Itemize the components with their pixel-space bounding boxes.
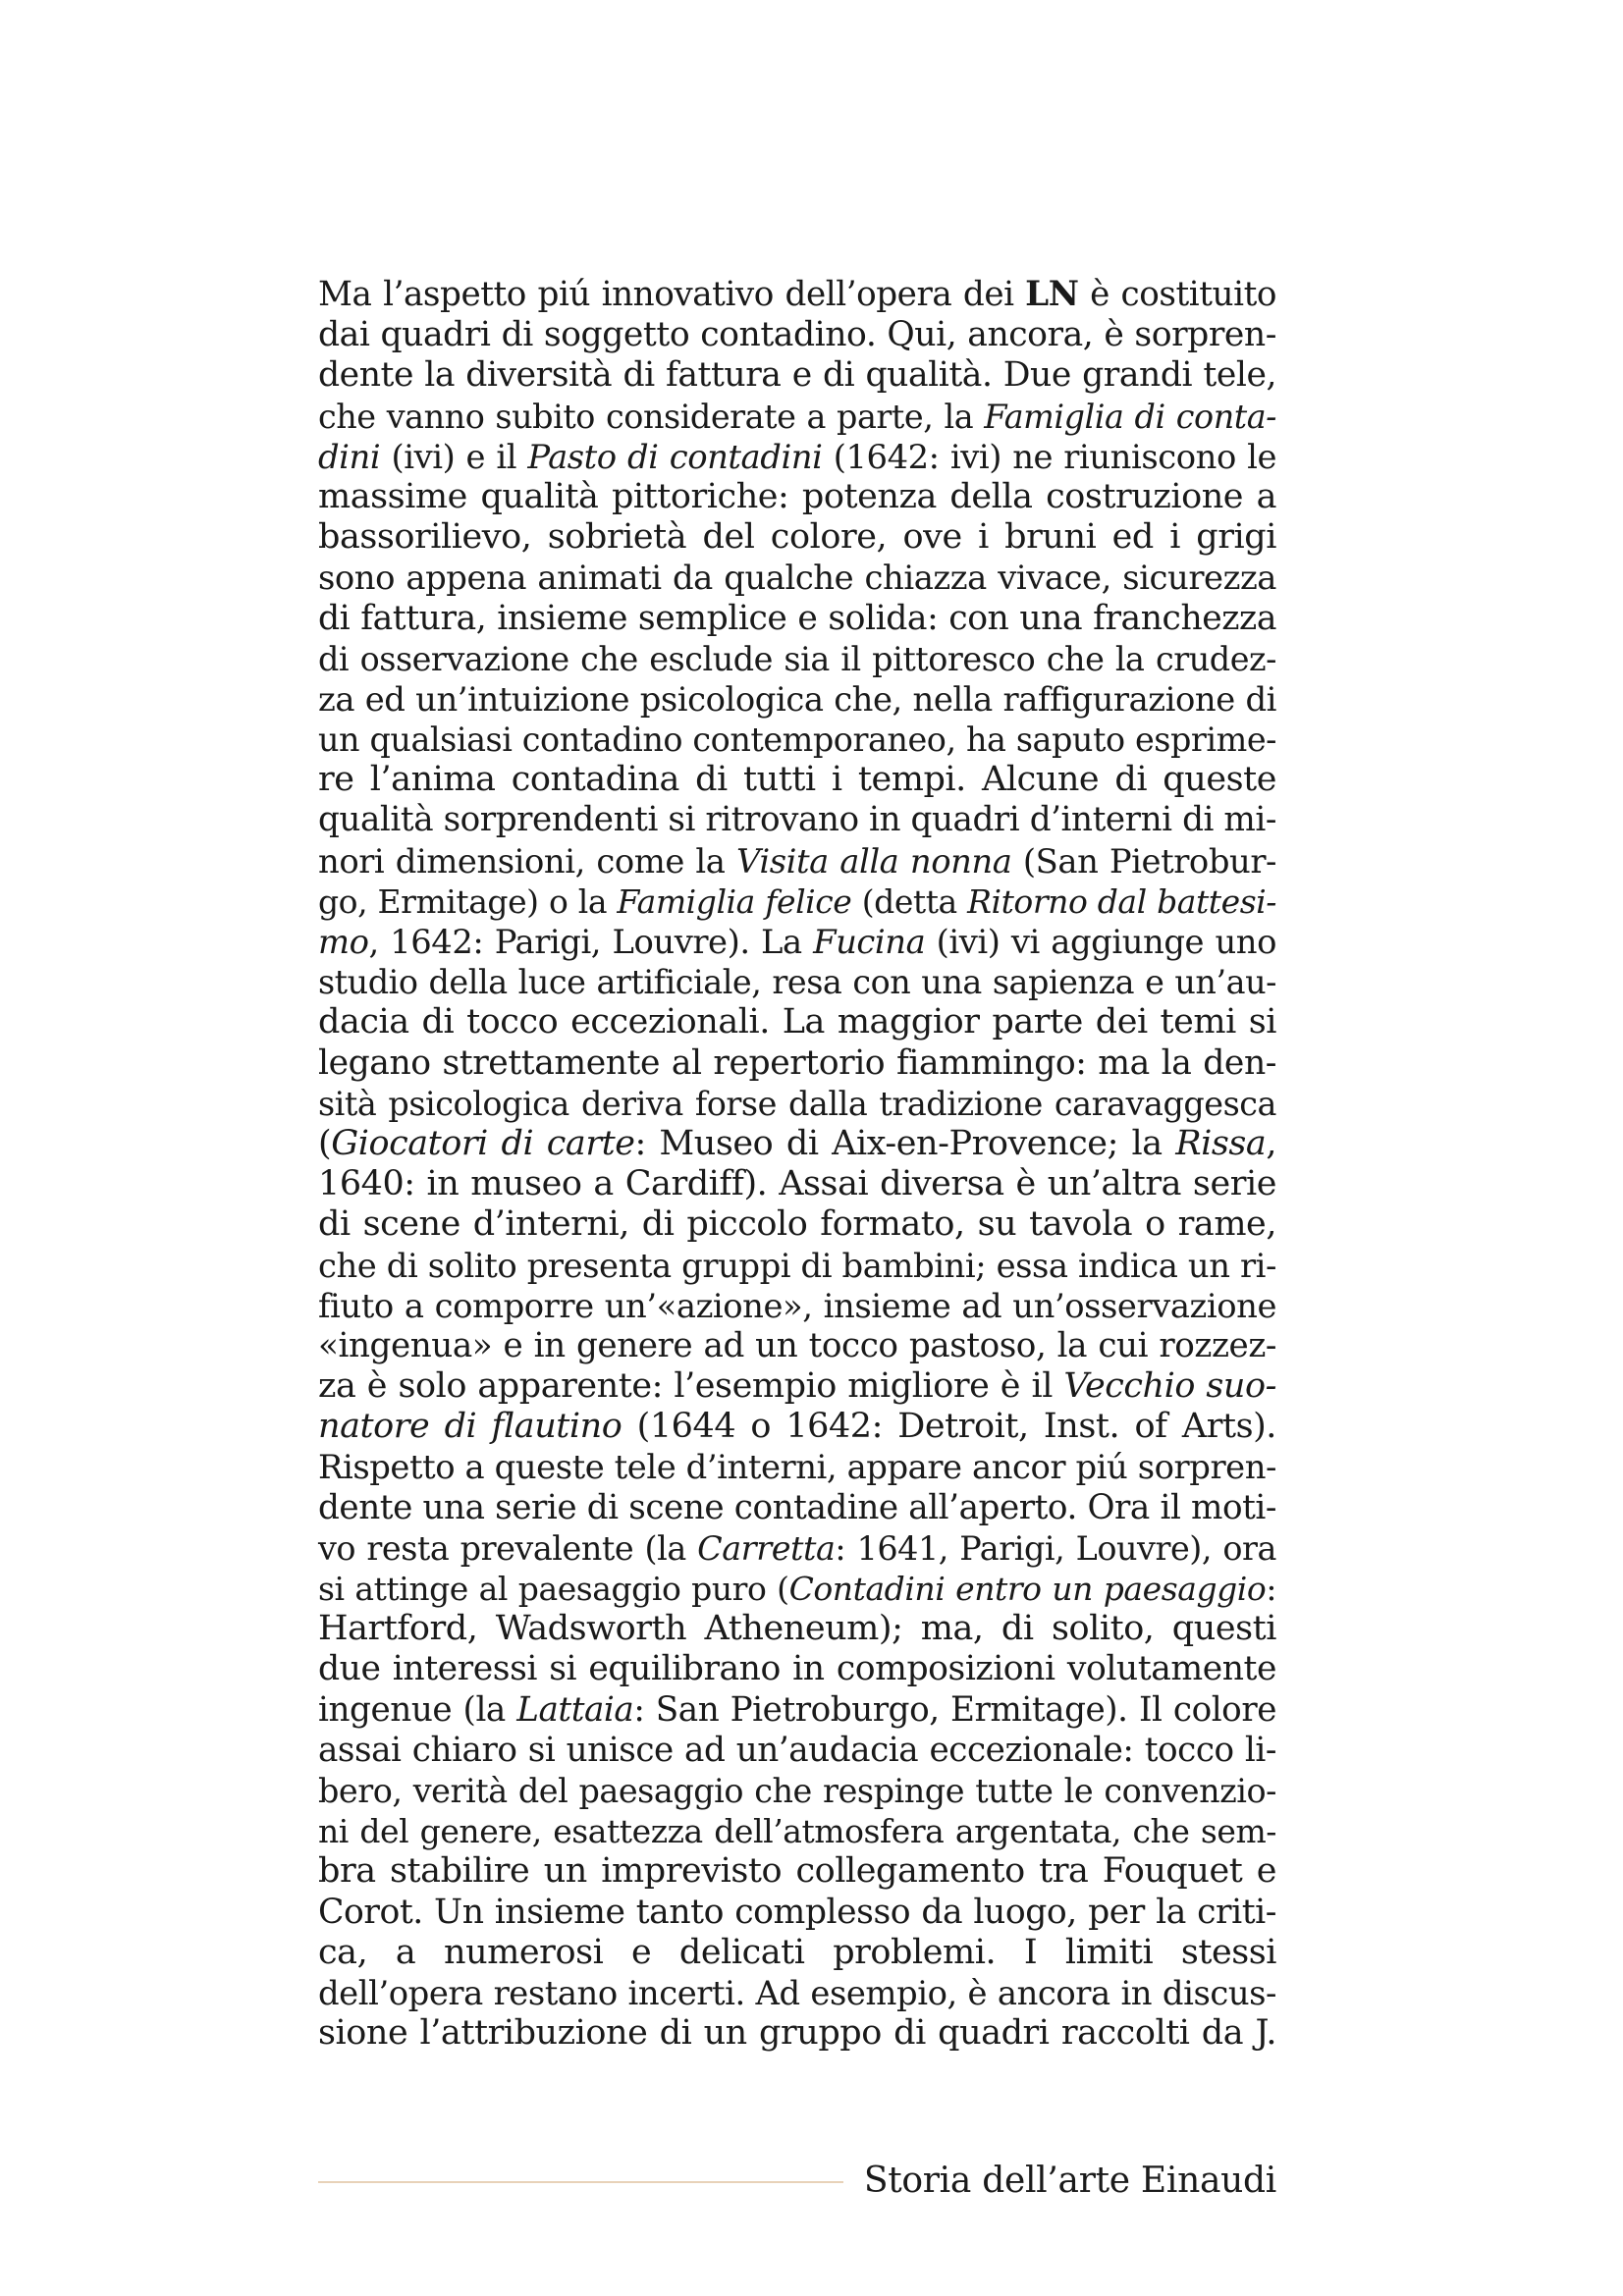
text-line <box>318 922 1276 962</box>
text-line <box>318 881 1276 922</box>
text-line <box>318 841 1276 881</box>
text-segment: za è solo apparente: l’esempio migliore è il <box>318 1366 1064 1407</box>
text-segment: assai chiaro si unisce ad un’audacia eccezionale: tocco li- <box>318 1730 1276 1770</box>
italic-title: natore di flautino <box>318 1407 622 1447</box>
text-segment: , 1642: Parigi, Louvre). La <box>368 923 814 961</box>
text-segment: 1640: in museo a Cardiff). Assai diversa è un’altra serie <box>318 1164 1276 1204</box>
body-text <box>318 275 1276 2054</box>
text-segment: (1642: ivi) ne riuniscono le <box>822 437 1276 476</box>
text-line <box>318 1933 1276 1973</box>
text-segment: (ivi) vi aggiunge uno <box>925 923 1276 961</box>
text-segment: fiuto a comporre un’«azione», insieme ad un’osservazione <box>318 1286 1276 1325</box>
text-segment: si attinge al paesaggio puro ( <box>318 1570 789 1608</box>
text-line <box>318 275 1276 315</box>
text-line <box>318 1488 1276 1528</box>
text-segment: Hartford, Wadsworth Atheneum); ma, di solito, questi <box>318 1609 1276 1649</box>
text-segment: studio della luce artificiale, resa con una sapienza e un’au- <box>318 963 1276 1002</box>
text-segment: sione l’attribuzione di un gruppo di quadri raccolti da J. <box>318 2013 1276 2054</box>
text-segment: che vanno subito considerate a parte, la <box>318 397 985 436</box>
text-segment: bra stabilire un imprevisto collegamento tra Fouquet e <box>318 1851 1276 1892</box>
italic-title: Pasto di contadini <box>527 437 823 476</box>
italic-title: mo <box>318 923 369 961</box>
text-segment: qualità sorprendenti si ritrovano in quadri d’interni di mi- <box>318 800 1276 840</box>
text-segment: re l’anima contadina di tutti i tempi. Alcune di queste <box>318 760 1276 800</box>
text-segment: un qualsiasi contadino contemporaneo, ha saputo esprime- <box>318 721 1276 760</box>
text-line <box>318 599 1276 639</box>
text-line <box>318 1811 1276 1851</box>
italic-title: Vecchio suo- <box>1063 1366 1277 1407</box>
text-line <box>318 639 1276 679</box>
text-segment: za ed un’intuizione psicologica che, nella raffigurazione di <box>318 679 1276 719</box>
text-line <box>318 315 1276 355</box>
italic-title: dini <box>318 437 381 476</box>
text-segment: massime qualità pittoriche: potenza della costruzione a <box>318 476 1276 516</box>
text-segment: : San Pietroburgo, Ermitage). Il colore <box>633 1689 1276 1730</box>
italic-title: Famiglia di conta- <box>984 397 1277 436</box>
text-segment: legano strettamente al repertorio fiammingo: ma la den- <box>318 1042 1276 1083</box>
text-line <box>318 2013 1276 2054</box>
text-line <box>318 1731 1276 1771</box>
text-line <box>318 760 1276 800</box>
text-segment: sono appena animati da qualche chiazza vivace, sicurezza <box>318 559 1276 598</box>
text-line <box>318 1649 1276 1689</box>
text-line <box>318 355 1276 396</box>
text-line <box>318 1246 1276 1286</box>
text-line <box>318 1164 1276 1204</box>
text-line <box>318 1084 1276 1124</box>
text-line <box>318 962 1276 1002</box>
text-line <box>318 1609 1276 1649</box>
text-segment: Ma l’aspetto piú innovativo dell’opera dei <box>318 275 1026 314</box>
text-segment: è costituito <box>1078 275 1276 314</box>
text-segment: : <box>1266 1570 1276 1608</box>
text-segment: : 1641, Parigi, Louvre), ora <box>835 1528 1276 1568</box>
text-line <box>318 720 1276 760</box>
text-segment: : Museo di Aix-en-Provence; la <box>634 1123 1176 1163</box>
text-segment: di fattura, insieme semplice e solida: con una franchezza <box>318 598 1276 638</box>
text-segment: ( <box>318 1123 332 1163</box>
text-segment: ingenue (la <box>318 1689 517 1730</box>
text-line <box>318 1690 1276 1731</box>
text-line <box>318 477 1276 517</box>
text-line <box>318 1407 1276 1447</box>
italic-title: Carretta <box>697 1528 836 1568</box>
text-line <box>318 1528 1276 1569</box>
italic-title: Lattaia <box>516 1689 634 1730</box>
text-segment: ni del genere, esattezza dell’atmosfera argentata, che sem- <box>318 1812 1276 1851</box>
text-line <box>318 1204 1276 1245</box>
text-segment: «ingenua» e in genere ad un tocco pastoso, la cui rozzez- <box>318 1325 1276 1365</box>
text-segment: (detta <box>851 881 968 921</box>
text-line <box>318 1973 1276 2013</box>
text-segment: (San Pietrobur- <box>1011 841 1276 881</box>
text-segment: Rispetto a queste tele d’interni, appare ancor piú sorpren- <box>318 1448 1276 1487</box>
text-line <box>318 1569 1276 1609</box>
text-segment: nori dimensioni, come la <box>318 841 736 881</box>
text-line <box>318 1286 1276 1326</box>
text-line <box>318 517 1276 558</box>
text-segment: dai quadri di soggetto contadino. Qui, ancora, è sorpren- <box>318 315 1276 355</box>
text-line <box>318 558 1276 598</box>
text-line <box>318 800 1276 840</box>
text-segment: dente una serie di scene contadine all’aperto. Ora il moti- <box>318 1487 1276 1527</box>
italic-title: Fucina <box>813 923 926 961</box>
footer-rule <box>318 2181 843 2183</box>
text-segment: (ivi) e il <box>380 437 528 476</box>
text-segment: dente la diversità di fattura e di qualità. Due grandi tele, <box>318 355 1276 396</box>
text-line <box>318 1771 1276 1811</box>
text-segment: dell’opera restano incerti. Ad esempio, è ancora in discus- <box>318 1973 1276 2012</box>
text-segment: vo resta prevalente (la <box>318 1528 698 1568</box>
text-line <box>318 1043 1276 1084</box>
text-line <box>318 1851 1276 1892</box>
text-segment: due interessi si equilibrano in composizioni volutamente <box>318 1649 1276 1689</box>
text-line <box>318 1366 1276 1407</box>
text-segment: (1644 o 1642: Detroit, Inst. of Arts). <box>622 1407 1276 1447</box>
text-line <box>318 1124 1276 1164</box>
text-segment: bero, verità del paesaggio che respinge tutte le convenzio- <box>318 1771 1276 1810</box>
text-line <box>318 1002 1276 1042</box>
text-line <box>318 397 1276 437</box>
text-segment: di osservazione che esclude sia il pittoresco che la crudez- <box>318 639 1276 678</box>
text-line <box>318 1893 1276 1933</box>
italic-title: Famiglia felice <box>617 881 852 921</box>
text-segment: , <box>1266 1123 1276 1163</box>
text-segment: sità psicologica deriva forse dalla tradizione caravaggesca <box>318 1084 1276 1123</box>
italic-title: Rissa <box>1175 1123 1267 1163</box>
text-segment: ca, a numerosi e delicati problemi. I limiti stessi <box>318 1932 1276 1972</box>
italic-title: Ritorno dal battesi- <box>967 881 1276 921</box>
text-segment: Corot. Un insieme tanto complesso da luogo, per la criti- <box>318 1892 1276 1932</box>
italic-title: Contadini entro un paesaggio <box>788 1570 1267 1608</box>
text-line <box>318 1447 1276 1487</box>
text-line <box>318 679 1276 720</box>
bold-acronym: LN <box>1025 275 1079 314</box>
italic-title: Visita alla nonna <box>735 841 1012 881</box>
italic-title: Giocatori di carte <box>331 1123 635 1163</box>
footer-title: Storia dell’arte Einaudi <box>863 2161 1276 2201</box>
text-line <box>318 437 1276 477</box>
text-segment: di scene d’interni, di piccolo formato, su tavola o rame, <box>318 1204 1276 1245</box>
text-segment: dacia di tocco eccezionali. La maggior parte dei temi si <box>318 1002 1276 1042</box>
text-segment: go, Ermitage) o la <box>318 881 618 921</box>
text-line <box>318 1326 1276 1366</box>
text-segment: bassorilievo, sobrietà del colore, ove i bruni ed i grigi <box>318 517 1276 558</box>
text-segment: che di solito presenta gruppi di bambini; essa indica un ri- <box>318 1246 1276 1285</box>
